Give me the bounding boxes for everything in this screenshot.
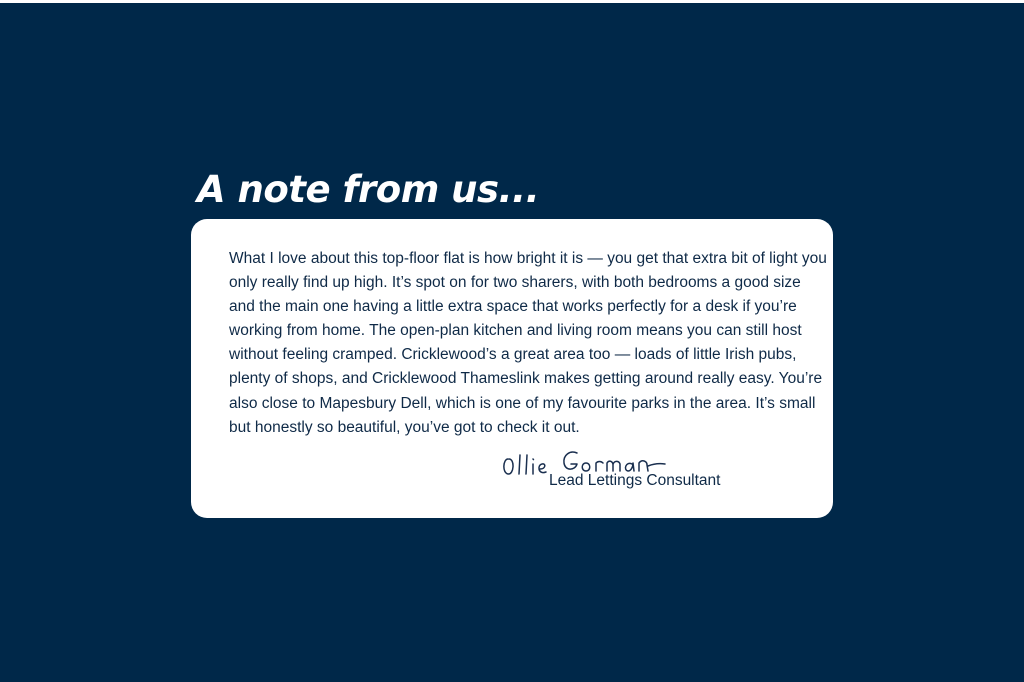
consultant-role: Lead Lettings Consultant bbox=[549, 472, 721, 489]
note-card bbox=[191, 219, 833, 518]
note-body: What I love about this top-floor flat is how bright it is — you get that extra bit of light you only really find up high. It’s spot on for two sharers, with both bedrooms a good size and the main one having a little extra space that works perfectly for a desk if you’re working from home. The open-plan kitchen and living room means you can still host without feeling cramped. Cricklewood’s a great area too — loads of little Irish pubs, plenty of shops, and Cricklewood Thameslink makes getting around really easy. You’re also close to Mapesbury Dell, which is one of my favourite parks in the area. It’s small but honestly so beautiful, you’ve got to check it out. bbox=[229, 250, 827, 436]
note-heading: A note from us... bbox=[197, 168, 540, 211]
page-background bbox=[0, 3, 1024, 682]
